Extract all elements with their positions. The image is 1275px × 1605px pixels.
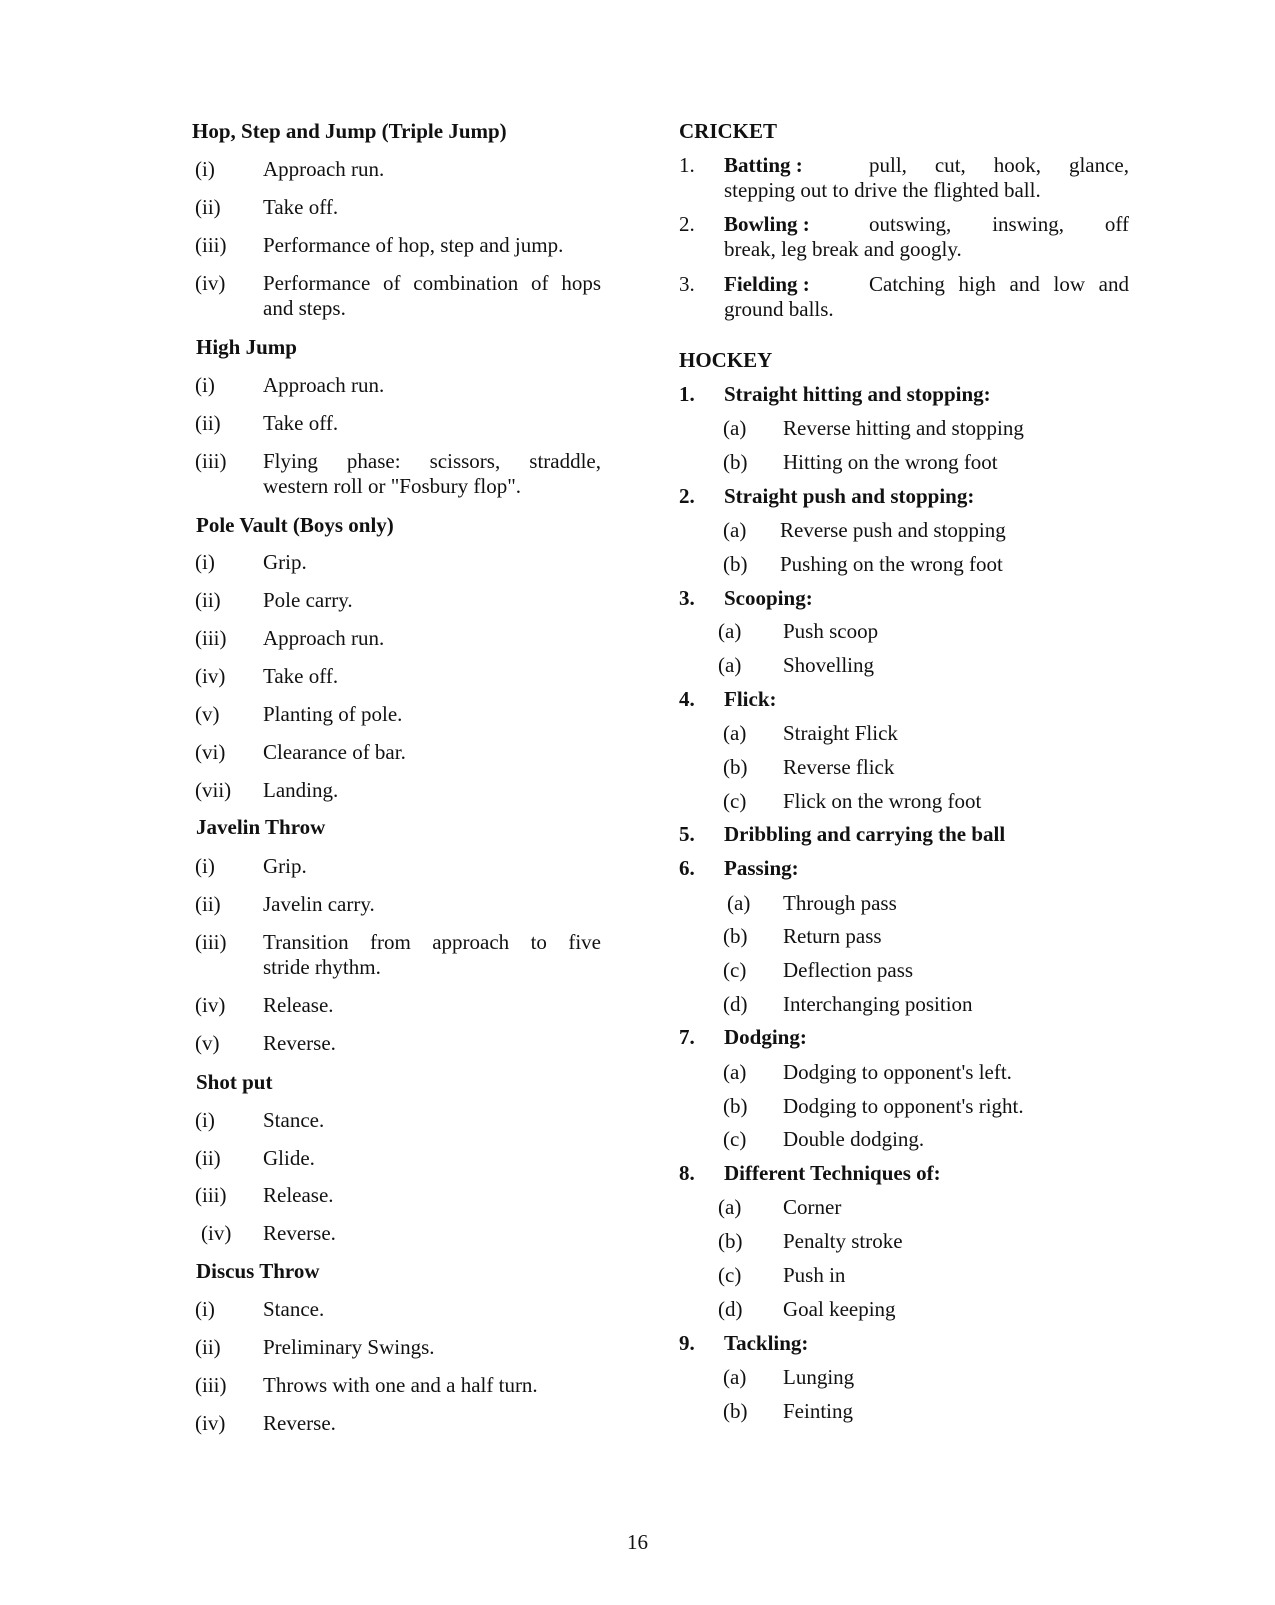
- hockey-item-number: 5.: [679, 822, 695, 846]
- list-item-text-line1: Performance of combination of hops: [263, 271, 601, 295]
- list-item-text: Preliminary Swings.: [263, 1335, 435, 1359]
- hockey-subitem-letter: (a): [727, 891, 751, 915]
- hockey-subitem-letter: (b): [723, 924, 748, 948]
- list-item-number: (iii): [195, 233, 227, 257]
- list-item-number: (iv): [201, 1221, 232, 1245]
- hockey-item-title: Passing:: [724, 856, 799, 880]
- hockey-item-number: 8.: [679, 1161, 695, 1185]
- hockey-subitem-text: Through pass: [783, 891, 897, 915]
- hockey-subitem-letter: (c): [723, 1127, 747, 1151]
- hockey-subitem-letter: (a): [723, 1365, 747, 1389]
- list-item-text-line2: stride rhythm.: [263, 955, 381, 979]
- hockey-subitem-text: Shovelling: [783, 653, 875, 677]
- hockey-subitem-letter: (a): [723, 518, 747, 542]
- list-item-text-line1: Flying phase: scissors, straddle,: [263, 449, 601, 473]
- hockey-subitem-letter: (c): [723, 789, 747, 813]
- hockey-subitem-text: Flick on the wrong foot: [783, 789, 982, 813]
- hockey-item-title: Straight push and stopping:: [724, 484, 975, 508]
- hockey-item-title: Scooping:: [724, 586, 813, 610]
- hockey-subitem-text: Straight Flick: [783, 721, 898, 745]
- list-item-text-line1: Transition from approach to five: [263, 930, 601, 954]
- list-item-text: Grip.: [263, 550, 307, 574]
- hockey-subitem-text: Pushing on the wrong foot: [780, 552, 1003, 576]
- list-item-number: (i): [195, 854, 215, 878]
- hockey-subitem-text: Dodging to opponent's right.: [783, 1094, 1024, 1118]
- list-item-number: (iii): [195, 1373, 227, 1397]
- cricket-item-number: 1.: [679, 153, 695, 177]
- list-item-number: (iv): [195, 664, 226, 688]
- list-item-text: Take off.: [263, 195, 339, 219]
- hockey-subitem-letter: (a): [723, 721, 747, 745]
- list-item-number: (iii): [195, 930, 227, 954]
- cricket-item-line1: outswing, inswing, off: [869, 212, 1129, 236]
- list-item-text: Reverse.: [263, 1411, 336, 1435]
- list-item-number: (iv): [195, 1411, 226, 1435]
- hockey-subitem-letter: (d): [718, 1297, 743, 1321]
- hockey-subitem-text: Goal keeping: [783, 1297, 896, 1321]
- list-item-text: Glide.: [263, 1146, 315, 1170]
- hockey-item-title: Different Techniques of:: [724, 1161, 941, 1185]
- list-item-number: (i): [195, 1108, 215, 1132]
- hockey-subitem-text: Dodging to opponent's left.: [783, 1060, 1012, 1084]
- hockey-subitem-letter: (a): [723, 1060, 747, 1084]
- hockey-item-title: Dodging:: [724, 1025, 807, 1049]
- cricket-item-line1: pull, cut, hook, glance,: [869, 153, 1129, 177]
- hockey-subitem-text: Push scoop: [783, 619, 879, 643]
- list-item-number: (ii): [195, 588, 221, 612]
- cricket-item-number: 2.: [679, 212, 695, 236]
- hockey-item-title: Flick:: [724, 687, 777, 711]
- hockey-subitem-letter: (b): [723, 552, 748, 576]
- list-item-number: (v): [195, 702, 220, 726]
- hockey-item-number: 7.: [679, 1025, 695, 1049]
- section-title-high-jump: High Jump: [196, 335, 297, 359]
- list-item-number: (ii): [195, 1335, 221, 1359]
- hockey-subitem-text: Corner: [783, 1195, 842, 1219]
- list-item-number: (ii): [195, 411, 221, 435]
- section-title-triple-jump: Hop, Step and Jump (Triple Jump): [192, 119, 507, 143]
- cricket-item-line2: ground balls.: [724, 297, 834, 321]
- list-item-text: Pole carry.: [263, 588, 353, 612]
- cricket-item-line2: stepping out to drive the flighted ball.: [724, 178, 1041, 202]
- hockey-subitem-letter: (c): [718, 1263, 742, 1287]
- section-title-pole-vault: Pole Vault (Boys only): [196, 513, 394, 537]
- section-title-hockey: HOCKEY: [679, 348, 773, 372]
- hockey-subitem-text: Feinting: [783, 1399, 854, 1423]
- hockey-item-title: Tackling:: [724, 1331, 809, 1355]
- hockey-subitem-letter: (b): [723, 755, 748, 779]
- cricket-item-line1: Catching high and low and: [869, 272, 1129, 296]
- hockey-subitem-text: Deflection pass: [783, 958, 914, 982]
- list-item-text: Performance of hop, step and jump.: [263, 233, 564, 257]
- hockey-item-number: 1.: [679, 382, 695, 406]
- cricket-item-label: Fielding :: [724, 272, 810, 296]
- list-item-text: Landing.: [263, 778, 339, 802]
- list-item-number: (v): [195, 1031, 220, 1055]
- hockey-subitem-letter: (a): [718, 619, 742, 643]
- list-item-text: Javelin carry.: [263, 892, 375, 916]
- hockey-subitem-letter: (c): [723, 958, 747, 982]
- list-item-text: Reverse.: [263, 1221, 336, 1245]
- list-item-text: Approach run.: [263, 626, 385, 650]
- list-item-number: (iv): [195, 993, 226, 1017]
- list-item-number: (ii): [195, 195, 221, 219]
- hockey-item-title: Straight hitting and stopping:: [724, 382, 991, 406]
- hockey-item-number: 4.: [679, 687, 695, 711]
- list-item-number: (i): [195, 1297, 215, 1321]
- list-item-text: Clearance of bar.: [263, 740, 406, 764]
- hockey-item-number: 2.: [679, 484, 695, 508]
- list-item-number: (ii): [195, 1146, 221, 1170]
- list-item-text: Release.: [263, 993, 334, 1017]
- hockey-subitem-letter: (b): [723, 450, 748, 474]
- list-item-text: Approach run.: [263, 157, 385, 181]
- hockey-subitem-text: Reverse push and stopping: [780, 518, 1006, 542]
- list-item-number: (vii): [195, 778, 232, 802]
- list-item-number: (i): [195, 157, 215, 181]
- hockey-item-number: 3.: [679, 586, 695, 610]
- list-item-text: Take off.: [263, 411, 339, 435]
- hockey-item-title: Dribbling and carrying the ball: [724, 822, 1006, 846]
- hockey-subitem-letter: (a): [718, 653, 742, 677]
- hockey-subitem-text: Lunging: [783, 1365, 855, 1389]
- list-item-text: Grip.: [263, 854, 307, 878]
- list-item-text: Approach run.: [263, 373, 385, 397]
- hockey-item-number: 9.: [679, 1331, 695, 1355]
- list-item-text: Stance.: [263, 1297, 325, 1321]
- list-item-number: (iv): [195, 271, 226, 295]
- list-item-number: (vi): [195, 740, 226, 764]
- list-item-text-line2: western roll or "Fosbury flop".: [263, 474, 522, 498]
- list-item-number: (i): [195, 373, 215, 397]
- list-item-number: (iii): [195, 626, 227, 650]
- list-item-text: Reverse.: [263, 1031, 336, 1055]
- cricket-item-line2: break, leg break and googly.: [724, 237, 962, 261]
- list-item-text: Take off.: [263, 664, 339, 688]
- cricket-item-label: Batting :: [724, 153, 803, 177]
- hockey-subitem-letter: (d): [723, 992, 748, 1016]
- hockey-subitem-letter: (b): [718, 1229, 743, 1253]
- hockey-subitem-text: Interchanging position: [783, 992, 973, 1016]
- hockey-subitem-text: Reverse flick: [783, 755, 895, 779]
- list-item-text: Planting of pole.: [263, 702, 403, 726]
- page-number: 16: [627, 1530, 648, 1554]
- list-item-number: (i): [195, 550, 215, 574]
- list-item-text: Throws with one and a half turn.: [263, 1373, 538, 1397]
- list-item-number: (ii): [195, 892, 221, 916]
- hockey-subitem-letter: (a): [723, 416, 747, 440]
- hockey-subitem-text: Hitting on the wrong foot: [783, 450, 998, 474]
- cricket-item-number: 3.: [679, 272, 695, 296]
- hockey-subitem-letter: (b): [723, 1094, 748, 1118]
- list-item-text: Stance.: [263, 1108, 325, 1132]
- hockey-subitem-letter: (a): [718, 1195, 742, 1219]
- section-title-shot-put: Shot put: [196, 1070, 273, 1094]
- hockey-subitem-text: Penalty stroke: [783, 1229, 903, 1253]
- section-title-cricket: CRICKET: [679, 119, 778, 143]
- hockey-item-number: 6.: [679, 856, 695, 880]
- cricket-item-label: Bowling :: [724, 212, 810, 236]
- hockey-subitem-letter: (b): [723, 1399, 748, 1423]
- hockey-subitem-text: Return pass: [783, 924, 882, 948]
- section-title-javelin: Javelin Throw: [196, 815, 326, 839]
- list-item-text-line2: and steps.: [263, 296, 346, 320]
- hockey-subitem-text: Reverse hitting and stopping: [783, 416, 1024, 440]
- section-title-discus: Discus Throw: [196, 1259, 320, 1283]
- hockey-subitem-text: Push in: [783, 1263, 846, 1287]
- list-item-number: (iii): [195, 449, 227, 473]
- list-item-text: Release.: [263, 1183, 334, 1207]
- list-item-number: (iii): [195, 1183, 227, 1207]
- hockey-subitem-text: Double dodging.: [783, 1127, 925, 1151]
